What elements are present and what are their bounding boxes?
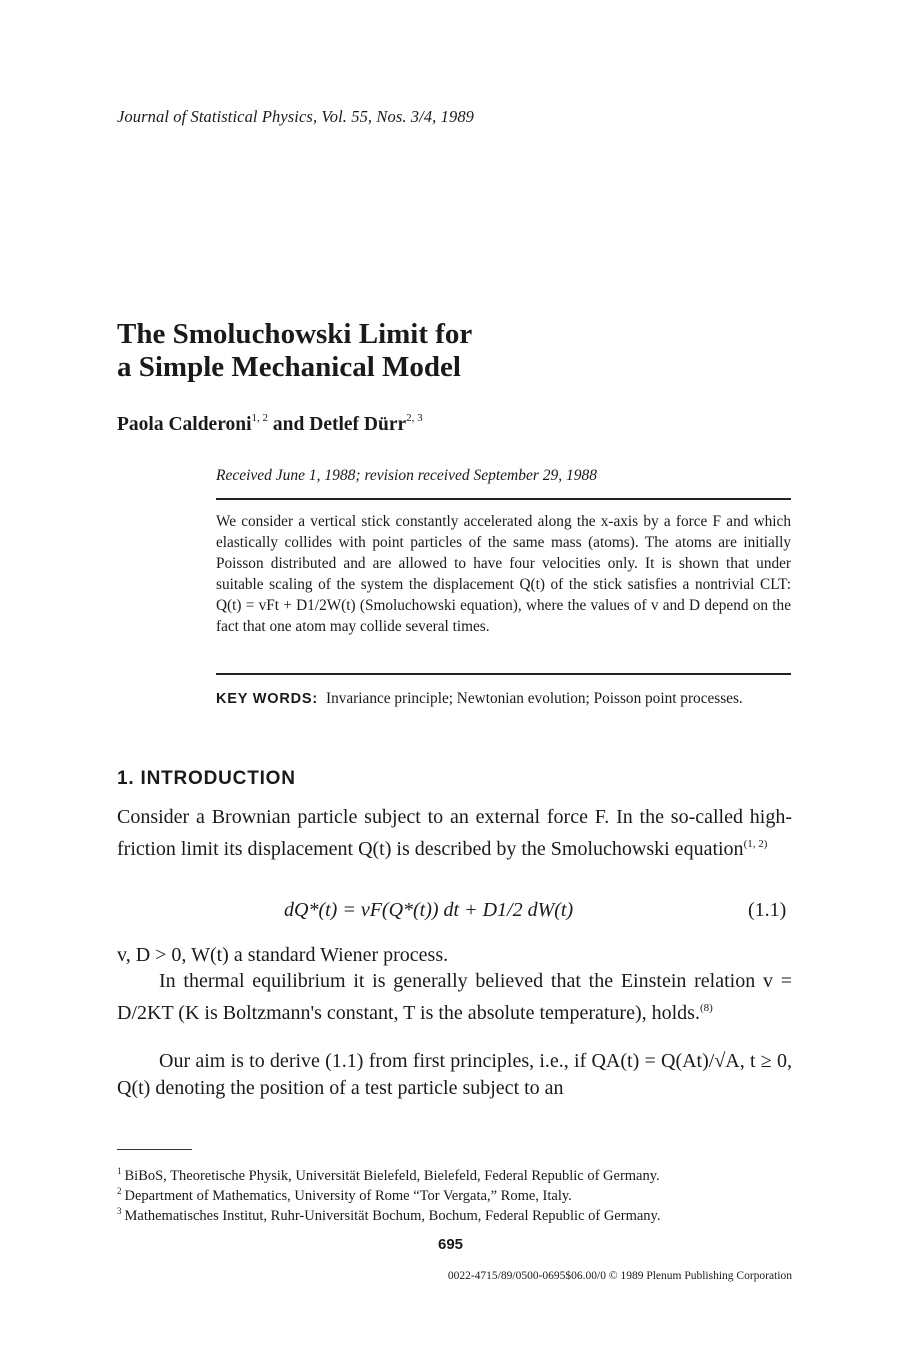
keywords-text: Invariance principle; Newtonian evolution; Poisson point processes. xyxy=(326,690,743,707)
journal-citation: Journal of Statistical Physics, Vol. 55, Nos. 3/4, 1989 xyxy=(117,107,475,126)
paragraph-3-text: In thermal equilibrium it is generally believed that the Einstein relation v = D/2KT (K is Boltzmann's constant, T is the absolute temperature), holds. xyxy=(117,970,792,1024)
received-dates: Received June 1, 1988; revision received September 29, 1988 xyxy=(216,467,598,484)
footnote-text: Mathematisches Institut, Ruhr-Universität Bochum, Bochum, Federal Republic of Germany. xyxy=(124,1208,661,1224)
footnote-mark: 3 xyxy=(117,1206,122,1216)
footnote-3 xyxy=(117,1201,797,1226)
abstract: We consider a vertical stick constantly accelerated along the x-axis by a force F and which elastically collides with point particles of the same mass (atoms). The atoms are initially Poisson distributed and are allowed to have four velocities only. It is shown that under suitable scaling of the system the displacement Q(t) of the stick satisfies a nontrivial CLT: Q(t) = vFt + D1/2W(t) (Smoluchowski equation), where the values of v and D depend on the fact that one atom may collide several times. xyxy=(216,513,791,635)
footnote-text: Department of Mathematics, University of Rome “Tor Vergata,” Rome, Italy. xyxy=(124,1188,572,1204)
paragraph-1 xyxy=(117,804,792,863)
abstract-bottom-rule xyxy=(216,673,791,675)
section-heading: 1. INTRODUCTION xyxy=(117,768,296,789)
paper-title xyxy=(117,318,472,384)
equation-1-1: dQ*(t) = vF(Q*(t)) dt + D1/2 dW(t) xyxy=(284,899,574,921)
footnote-text: BiBoS, Theoretische Physik, Universität Bielefeld, Bielefeld, Federal Republic of Germany. xyxy=(124,1168,660,1184)
author-list xyxy=(117,412,423,436)
paragraph-1-text: Consider a Brownian particle subject to an external force F. In the so-called high-friction limit its displacement Q(t) is described by the Smoluchowski equation xyxy=(117,806,792,860)
paragraph-4: Our aim is to derive (1.1) from first principles, i.e., if QA(t) = Q(At)/√A, t ≥ 0, Q(t) denoting the position of a test particle subject to an xyxy=(117,1050,792,1099)
paragraph-2: v, D > 0, W(t) a standard Wiener process. xyxy=(117,944,449,966)
keywords xyxy=(216,688,791,710)
footnote-mark: 2 xyxy=(117,1186,122,1196)
citation-ref: (1, 2) xyxy=(743,838,768,850)
footnote-rule xyxy=(117,1149,192,1150)
copyright-line: 0022-4715/89/0500-0695$06.00/0 © 1989 Plenum Publishing Corporation xyxy=(447,1270,792,1282)
abstract-top-rule xyxy=(216,498,791,500)
author-2: Detlef Dürr xyxy=(309,414,407,435)
author-1: Paola Calderoni xyxy=(117,414,252,435)
citation-ref: (8) xyxy=(699,1002,713,1014)
page-number: 695 xyxy=(437,1236,464,1253)
author-1-affiliation: 1, 2 xyxy=(251,412,269,424)
equation-number: (1.1) xyxy=(748,899,787,921)
paragraph-3 xyxy=(117,968,792,1027)
title-line-2: a Simple Mechanical Model xyxy=(117,351,461,383)
keywords-label: KEY WORDS: xyxy=(216,691,318,707)
author-2-affiliation: 2, 3 xyxy=(406,412,423,424)
title-line-1: The Smoluchowski Limit for xyxy=(117,318,473,350)
footnote-mark: 1 xyxy=(117,1166,122,1176)
author-conjunction: and xyxy=(268,414,310,435)
